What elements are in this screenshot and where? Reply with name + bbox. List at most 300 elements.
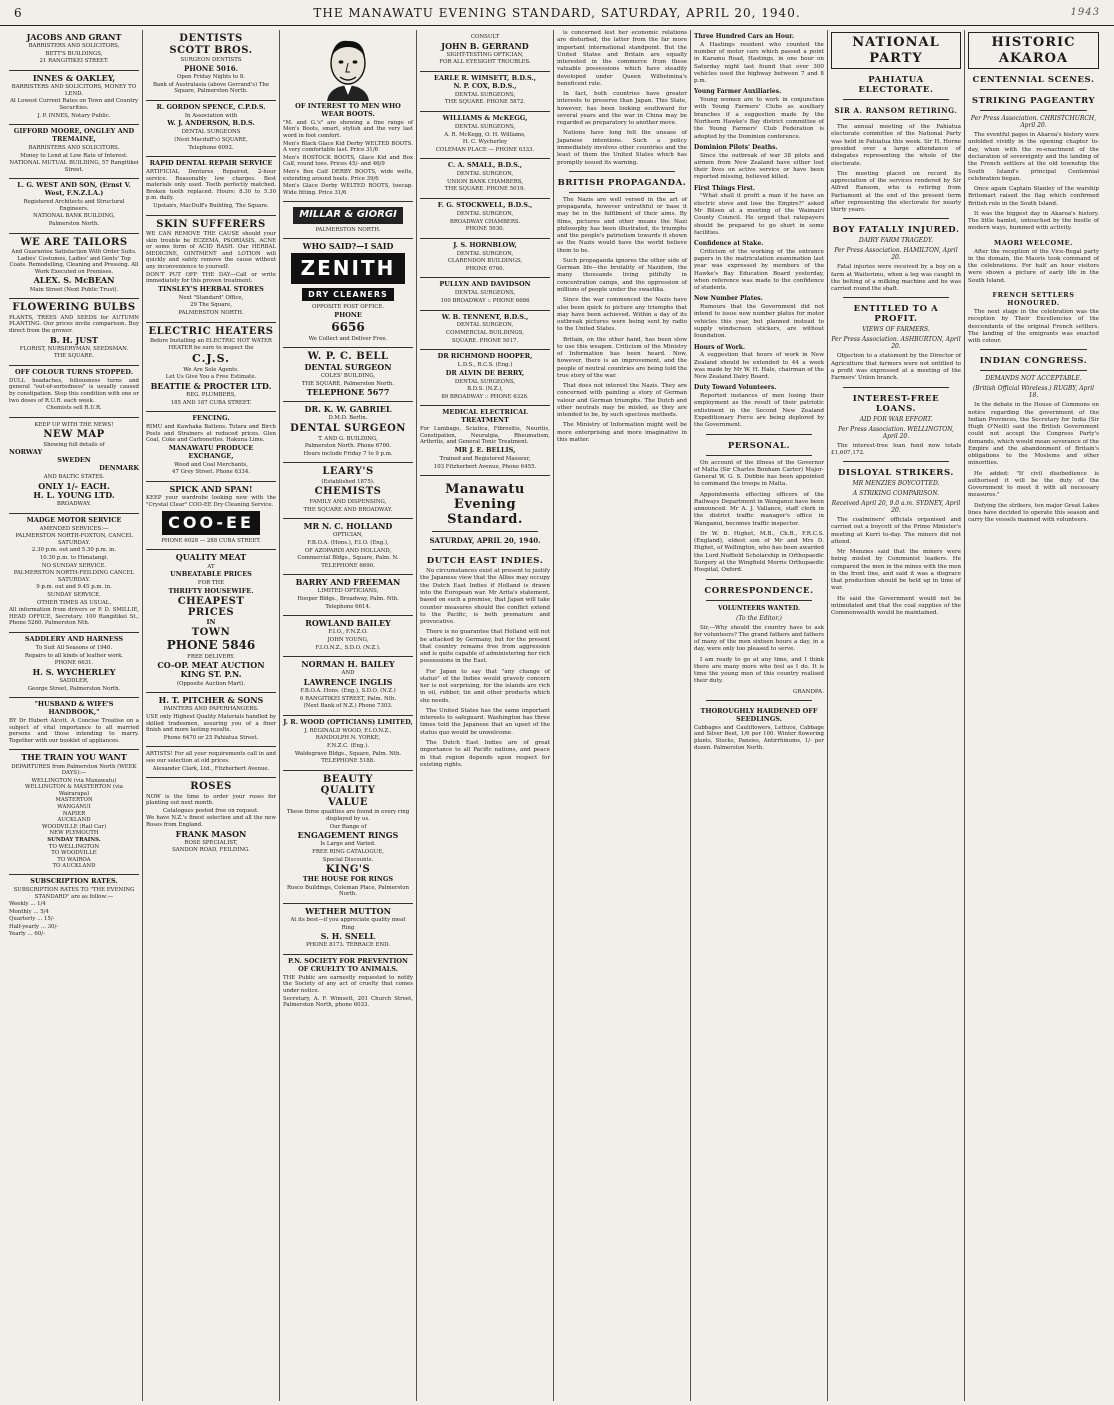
dateline: Per Press Association. ASHBURTON, April 20. — [831, 336, 961, 351]
ad-line: J. REGINALD WOOD, F.I.O.N.Z., — [304, 727, 392, 734]
ad-line: Rosco Buildings, Coleman Place, Palmerston North. — [286, 884, 410, 898]
ad-line: And Guarantee Satisfaction With Order Suits. Ladies' Costumes, Ladies' and Gents' Top Coats. Remodelling, Cleaning and Pressing. All Work Executed on Premises. — [9, 249, 139, 275]
ad-line: FREE DELIVERY. — [187, 653, 235, 660]
ad-line: DENTAL SURGEON — [290, 423, 406, 435]
ad-line: PHONE 6760. — [465, 265, 505, 272]
ad-title: P.N. SOCIETY FOR PREVENTION OF CRUELTY TO ANIMALS. — [288, 956, 408, 973]
ad-line: 6 RANGITIKEI STREET, Palm. Nth. — [299, 695, 397, 702]
ad-roses — [146, 778, 276, 859]
paragraph: The meeting placed on record its appreciation of the services rendered by Sir Alfred Ransom, who is retiring from Parliament at the end of the present term after representing the electorate for nearly thirty years. — [831, 170, 961, 214]
rate-line: Weekly ... 1/4 — [9, 901, 46, 908]
ad-line: 29 The Square, — [190, 302, 232, 309]
ad-line: USE only Highest Quality Materials handled by skilled tradesmen, assuring you of a finer finish and more lasting results. — [146, 714, 276, 734]
ad-title: LEARY'S — [322, 466, 374, 478]
ad-line: SUBSCRIPTION RATES TO "THE EVENING STANDARD" are as follow:— — [13, 886, 135, 900]
propaganda-article — [557, 197, 687, 445]
brief-headline: Dominion Pilots' Deaths. — [694, 143, 778, 151]
ad-brand: C.J.S. — [192, 352, 230, 366]
paragraph: The United States has the same important interests to safeguard. Washington has three times told the Japanese that an upset of the status quo would be unwelcome. — [420, 707, 550, 736]
ad-title: R. GORDON SPENCE, C.P.D.S. — [156, 102, 266, 111]
ad-line: "M. and G.'s" are showing a fine range of Men's Boots, smart, stylish and the very last word in foot comfort. — [283, 119, 413, 140]
column-4 — [417, 30, 554, 1401]
ad-name: BEATTIE & PROCTER LTD. — [150, 380, 272, 391]
ad-off-colour — [9, 366, 139, 418]
ad-line: DENTAL SURGEON — [304, 361, 392, 372]
editorial-continued — [557, 30, 687, 167]
ad-name: H. S. WYCHERLEY — [32, 666, 116, 677]
ad-line: 21 RANGITIKEI STREET. — [39, 58, 109, 65]
ad-line: BY Dr Hubert Alcott. A Concise Treatise on a subject of vital importance to all married persons and those intending to marry. Together with our booklet of appliances. — [9, 717, 139, 744]
article-headline: INTEREST-FREE LOANS. — [852, 393, 940, 414]
paragraph: Nations have long felt the unease of Japanese intentions. Such a policy immediately involves other countries and the least of them the United States which has promptly issued its warning. — [557, 130, 687, 166]
ad-title: BARRY AND FREEMAN — [295, 577, 401, 588]
ad-line: Telephone 6614. — [325, 603, 371, 610]
ad-line: PHONE 6028 — 288 CUBA STREET. — [161, 537, 261, 544]
ad-name: FRANK MASON — [175, 828, 247, 839]
article-headline: ENTITLED TO A PROFIT. — [853, 304, 939, 325]
paragraph: Once again Captain Stanley of the warship Britomart raised the flag which confirmed British rule in the South Island. — [968, 186, 1099, 207]
table-row — [9, 850, 139, 857]
ad-line: PHONE — [334, 311, 362, 320]
table-row — [9, 844, 139, 851]
table-row — [9, 784, 139, 797]
masthead — [0, 0, 1114, 26]
newspaper-nameplate — [420, 482, 550, 566]
ad-line: CONSULT — [470, 34, 500, 40]
paragraph: Young women are to work in conjunction with Young Farmers' Clubs as auxiliary branches if a suggestion made by the Northern Hawke's Bay district committee of the Young Farmers' Club Federation is adopted by the Dominion conference. — [694, 97, 824, 140]
ad-line: Secretary, A. F. Wimsett, 201 Church Street, Palmerston North, phone 6033. — [283, 995, 413, 1009]
boy-injured-article — [831, 264, 961, 293]
brief-headline: Duty Toward Volunteers. — [694, 384, 777, 392]
ad-title: H. T. PITCHER & SONS — [158, 695, 264, 706]
ad-line: OF AZOPARDI AND HOLLAND, — [304, 547, 392, 554]
ad-line: Palmerston North. — [48, 220, 100, 227]
ad-holland — [283, 519, 413, 575]
ad-line: COLES' BUILDING, — [320, 372, 376, 379]
train-destination: WELLINGTON & MASTERTON (via Wairarapa) — [25, 784, 123, 797]
paragraph: The interest-free loan fund now totals £1,607,172. — [831, 442, 961, 456]
ad-line: DON'T PUT OFF THE DAY—Call or write immediately for this proven treatment. — [146, 271, 276, 285]
ad-dental-repair — [146, 157, 276, 215]
ad-innes-oakley — [9, 71, 139, 125]
ad-phone: 6656 — [331, 320, 365, 334]
ad-line: TOWN — [191, 626, 231, 638]
ad-line: Cabbages and Cauliflowers, Lettuce, Cabbage and Silver Beet, 1/6 per 100. Winter flowering plants, Stocks, Pansies, Antirrhinums, 1/- per dozen. Palmerston North. — [694, 724, 824, 751]
ad-title: DENTISTS — [179, 33, 243, 44]
ad-hooper-berry — [420, 350, 550, 406]
ad-line: LIMITED OPTICIANS, — [317, 588, 379, 595]
ad-line: FLORIST, NURSERYMAN, SEEDSMAN. — [19, 345, 129, 352]
ad-line: SADDLER, — [59, 677, 89, 684]
paragraph: He said the Government would not be intimidated and that the coal supplies of the Commonwealth would be maintained. — [831, 595, 961, 617]
ad-name: MR J. E. BELLIS, — [454, 446, 516, 455]
nameplate-line: Evening Standard. — [447, 497, 523, 528]
ad-line: PALMERSTON NORTH. — [178, 309, 244, 316]
ad-line: (Next Macduff's) SQUARE, — [174, 136, 248, 143]
ad-title: NORMAN H. BAILEY — [301, 659, 395, 670]
ad-learys — [283, 463, 413, 519]
ad-title: W. P. C. BELL — [307, 351, 389, 363]
ad-gerrand — [420, 30, 550, 72]
paragraph: The Dutch East Indies are of great importance to all Pacific nations, and peace in that region depends upon respect for existing rights. — [420, 740, 550, 768]
ad-line: Hours include Friday 7 to 9 p.m. — [303, 450, 393, 457]
ad-line: Repairs to all kinds of leather work. — [24, 652, 124, 659]
paragraph: A Hastings resident who counted the number of motor cars which passed a point in Karamu Road, Hastings, in one hour on Saturday night last found that over 300 vehicles used the highway between 7 and 8 p.m. — [694, 41, 824, 85]
ad-stockwell — [420, 199, 550, 239]
train-destination: TO WELLINGTON — [48, 843, 100, 850]
rate-line: Monthly ... 5/4 — [9, 908, 49, 915]
paragraph: For Japan to say that "any change of status" of the Indies would gravely concern her is not surprising, for the islands are rich in oil, rubber, tin and other products which she needs. — [420, 668, 550, 704]
paragraph: There is no guarantee that Holland will not be attacked by Germany, but for the present that country remains free from aggression and is quite capable of administering her rich possessions in the East. — [420, 629, 550, 665]
ad-wether-mutton — [283, 904, 413, 955]
ad-quality-meat — [146, 550, 276, 693]
french-settlers — [968, 309, 1099, 345]
brief-headline: Confidence at Stake. — [694, 240, 764, 248]
ad-line: F.I.O., F.N.Z.O. — [328, 629, 368, 636]
ad-title: DR ALVIN DE BERRY, — [445, 368, 525, 377]
ad-mens-boots — [283, 30, 413, 202]
ad-electric-heaters — [146, 323, 276, 413]
ad-title: N. P. COX, B.D.S., — [453, 81, 517, 90]
indian-congress-article — [968, 402, 1099, 524]
paragraph: Criticism of the working of the entrance papers in the matriculation examination last year was expressed by members of the Hawke's Bay Education Board yesterday, when reference was made to the confidence of students. — [694, 248, 824, 292]
dateline: Per Press Association. CHRISTCHURCH, April 20. — [970, 115, 1097, 130]
article-subhead: MR MENZIES BOYCOTTED. — [852, 480, 940, 488]
train-destination: WELLINGTON (via Manawatu) — [31, 777, 117, 784]
ad-line: THE HOUSE FOR RINGS — [302, 874, 394, 883]
ad-title: F. G. STOCKWELL, B.D.S., — [437, 201, 533, 209]
ad-line: (Opposite Auction Mart). — [176, 680, 246, 687]
ad-line: DEPARTURES from Palmerston North (WEEK DAYS):— — [11, 763, 137, 777]
paragraph: No circumstances exist at present to justify the Japanese view that the Allies may occupy the Dutch East Indies if Holland is drawn into the European war. Mr Arita's statement, based on such a premise, that Japan will take counter measures should the conflict extend to the Pacific, is both premature and provocative. — [420, 568, 550, 626]
paragraph: Sir,—Why should the country have to ask for volunteers? The grand fathers and fathers of many of the men sixteen hours a day, in a day, were only too pleased to serve. — [694, 624, 824, 653]
akaroa-article — [968, 132, 1099, 232]
paragraph: "What shall it profit a man if he have an electric stove and lose the Empire?" asked Mr Bilsen at a meeting of the Waimairi County Council. He urged that ratepayers should be prepared to go short in some facilities. — [694, 193, 824, 236]
ad-skin-sufferers — [146, 216, 276, 323]
ad-line: THE SQUARE, Palmerston North. — [301, 380, 395, 387]
rate-line: Quarterly ... 15/- — [9, 916, 55, 923]
ad-kings-rings — [283, 771, 413, 904]
ad-line: AT — [207, 563, 215, 570]
table-row — [9, 863, 139, 870]
letter-subhead: (To the Editor.) — [736, 614, 782, 622]
paragraph: The Nazis are well versed in the art of propaganda, however untruthful or base it may be in the fulfilment of their aims. By films, pictures and other means the Nazi philosophy has been illustrated, its triumphs and the people's patriotism towards it shown as the Nazis would have the world believe them to be. — [557, 196, 687, 254]
ad-name: SCOTT BROS. — [169, 44, 253, 56]
ad-line: THE Public are earnestly requested to notify the Society of any act of cruelty that comes under notice. — [283, 974, 413, 994]
article-subhead: A STRIKING COMPARISON. — [852, 490, 940, 498]
ad-line: Open Friday Nights to 8. — [177, 74, 245, 81]
editorial-body — [420, 568, 550, 769]
ad-norman-bailey — [283, 657, 413, 716]
column-3 — [280, 30, 417, 1401]
ad-line: 10.30 p.m. to Himatangi. — [39, 555, 109, 562]
ad-line: FAMILY AND DISPENSING, — [309, 498, 387, 505]
section-headline: CORRESPONDENCE. — [704, 585, 814, 596]
train-destination: AUCKLAND — [57, 817, 91, 824]
article-headline: BRITISH PROPAGANDA. — [557, 177, 687, 188]
paragraph: He added: "If civil disobedience is authorised it will be the duty of the Government to meet it with all necessary measures." — [968, 470, 1099, 499]
ad-title: SPICK AND SPAN! — [169, 483, 253, 494]
ad-title: ROSES — [190, 781, 232, 793]
ad-line: Bank of Australasia (above Gerrand's) The Square, Palmerston North. — [152, 81, 270, 95]
dateline: Received April 20, 9.0 a.m. SYDNEY, April 20. — [831, 500, 961, 515]
ad-name: LAWRENCE INGLIS — [303, 677, 393, 687]
paragraph: Objection to a statement by the Director of Agriculture that farmers were not entitled to a profit was expressed at a meeting of the Farmers' Union branch. — [831, 353, 961, 382]
columns — [6, 30, 1108, 1401]
ad-pitcher-sons — [146, 693, 276, 747]
paragraph: Mr Menzies said that the miners were being misled by Communist leaders. He compared the men in the mines with the men in the front line, and said it was a disgrace that production should be held up in time of war. — [831, 549, 961, 592]
paragraph: The annual meeting of the Pahiatua electorate committee of the National Party was held in Pahiatua this week. Sir H. Horne presided over a large attendance of delegates representing the whole of the electorate. — [831, 124, 961, 167]
article-subhead: FRENCH SETTLERS HONOURED. — [992, 290, 1075, 307]
ad-line: ROSE SPECIALIST, — [184, 839, 238, 846]
paragraph: I am ready to go at any time, and I think there are many more who feel as I do. It is time the young men of this country realised their duty. — [694, 656, 824, 685]
ad-gifford-moore — [9, 125, 139, 179]
paragraph: The Ministry of Information might well be more enterprising and more imaginative in this matter. — [557, 422, 687, 444]
ad-bell-dental — [283, 348, 413, 402]
ad-line: Let Us Give You a Free Estimate. — [165, 374, 257, 381]
ad-gabriel-dental — [283, 402, 413, 463]
ad-line: We Collect and Deliver Free. — [308, 335, 388, 342]
ad-line: Chemists sell R.U.R. — [46, 405, 102, 412]
ad-title: WE ARE TAILORS — [20, 236, 128, 248]
ad-line: BARRISTERS AND SOLICITORS. — [28, 144, 120, 151]
page-number: 6 — [14, 5, 23, 20]
ad-title: THOROUGHLY HARDENED OFF SEEDLINGS. — [700, 706, 818, 723]
ad-line: 100 BROADWAY :: PHONE 6686 — [440, 297, 530, 304]
article-subhead: DEMANDS NOT ACCEPTABLE. — [985, 375, 1082, 383]
ad-line: H. C. Wycherley — [462, 139, 508, 146]
ad-name: TINSLEY'S HERBAL STORES — [158, 284, 264, 293]
ad-title: QUALITY MEAT — [175, 552, 247, 563]
ad-title: SUBSCRIPTION RATES. — [30, 877, 118, 885]
paragraph: The coalminers' officials organised and carried out a boycott of the Prime Minister's meeting at Kurri to-day. The miners did not attend. — [831, 517, 961, 545]
ad-line: NORWAY — [9, 448, 43, 457]
article-subhead: STRIKING PAGEANTRY — [971, 96, 1096, 107]
ad-title: THE TRAIN YOU WANT — [21, 752, 127, 763]
ad-price: ONLY 1/- EACH. — [38, 480, 110, 491]
ad-title: FLOWERING BULBS — [12, 302, 136, 314]
ad-title: J. R. WOOD (OPTICIANS) LIMITED, — [283, 717, 413, 726]
ad-line: ARTIFICIAL Dentures Repaired, 2-hour service. Reasonably low charges. Best materials only used. Teeth perfectly matched. Broken tooth replaced. Hours: 8.30 to 5.30 p.m. daily. — [146, 169, 276, 202]
ad-line: Alexander Clark, Ltd., Fitzherbert Avenue. — [152, 765, 270, 772]
ad-line: Men's Box Calf DERBY BOOTS, wide welts, extending around heels. Price 39/6 — [283, 169, 413, 182]
ad-title: NEW MAP — [43, 429, 105, 441]
paragraph: Appointments effecting officers of the Railways Department in Wanganui have been announced. Mr A. J. Vallance, staff clerk in the district traffic manager's office in Wanganui, becomes traffic inspector. — [694, 491, 824, 527]
ad-line: Special Discounts. — [322, 856, 374, 863]
ad-line: KEEP UP WITH THE NEWS! — [34, 421, 114, 428]
nameplate-line: Manawatu — [445, 482, 525, 498]
ad-line: OTHER TIMES AS USUAL. — [36, 599, 112, 606]
handwritten-mark: 1943 — [1070, 7, 1100, 18]
ad-line: CHEMISTS — [314, 486, 382, 498]
ad-seedlings — [694, 705, 824, 756]
zenith-logo: ZENITH — [291, 253, 406, 283]
ad-name: KING'S — [325, 864, 371, 876]
ad-title: MEDICAL ELECTRICAL TREATMENT — [442, 408, 528, 425]
train-destination: MASTERTON — [55, 797, 93, 804]
ad-line: UNION BANK CHAMBERS, — [447, 178, 523, 185]
newspaper-title: THE MANAWATU EVENING STANDARD, SATURDAY, APRIL 20, 1940. — [313, 5, 801, 20]
ad-flowering-bulbs — [9, 299, 139, 366]
letter-to-editor — [694, 625, 824, 696]
train-subhead: SUNDAY TRAINS. — [47, 837, 101, 844]
ad-name: W. J. ANDERSON, B.D.S. — [167, 119, 255, 128]
ad-line: OPPOSITE POST OFFICE. — [311, 304, 384, 311]
ad-title: INNES & OAKLEY, — [32, 72, 116, 83]
ad-phone: TELEPHONE 5677 — [306, 387, 390, 398]
paragraph: is concerned lest her economic relations are disturbed, the latter from the far more important international standpoint. But the United States and Britain are equally interested in the commerce from these valuable possessions which have steadily developed under Queen Wilhelmina's beneficent rule. — [557, 30, 687, 87]
ad-hornblow — [420, 239, 550, 279]
section-headline: PERSONAL. — [727, 440, 791, 451]
ad-line: Our Range of — [329, 823, 367, 830]
ad-line: (Next Bank of N.Z.) Phone 7303. — [303, 703, 393, 710]
paragraph: After the reception of the Vice-Regal party in the domain, the Maoris took command of the celebrations. For half an hour visitors were shown a picture of early life in the South Island. — [968, 248, 1099, 284]
train-destination: TO WOODVILLE — [51, 850, 97, 857]
ad-name: S. H. SNELL — [320, 931, 376, 942]
ad-train-times — [9, 750, 139, 875]
ad-new-map — [9, 418, 139, 514]
ad-line: IN — [206, 617, 216, 626]
ad-line: Waldegrave Bldgs., Square, Palm. Nth. — [294, 750, 402, 757]
ad-line: Men's BOSTOCK BOOTS, Glace Kid and Box Calf, round toes. Prices 45/- and 46/9 — [283, 154, 413, 168]
ad-title: MR N. C. HOLLAND — [303, 521, 393, 532]
ad-line: Telephone 6092. — [188, 144, 234, 151]
editorial-headline: DUTCH EAST INDIES. — [426, 556, 544, 567]
ad-title: BEAUTY — [322, 773, 374, 785]
train-destination: WOODVILLE (Rail Car) — [41, 823, 107, 830]
paragraph: Fatal injuries were received by a boy on a farm at Waiterimu, when a leg was caught in the belting of a milking machine and he was carried round the shaft. — [831, 264, 961, 293]
ad-line: DENTAL SURGEONS, — [454, 123, 516, 130]
ad-line: Hooper Bldgs., Broadway, Palm. Nth. — [297, 596, 399, 603]
ad-small — [420, 159, 550, 199]
paragraph: Britain, on the other hand, has been slow to use this weapon. Criticism of the Ministry of Information has been heard. Now, however, there is an improvement, and the people of neutral countries are being told the true story of the war. — [557, 336, 687, 379]
paragraph: A suggestion that hours of work in New Zealand should be extended to 44 a week was made by Mr W. H. Hale, chairman of the New Zealand Dairy Board. — [694, 352, 824, 381]
ad-west-son — [9, 179, 139, 233]
ad-line: THRIFTY HOUSEWIFE. — [168, 586, 254, 595]
ad-title: J. S. HORNBLOW, — [453, 240, 517, 249]
ad-line: JOHN YOUNG, — [327, 637, 369, 644]
personal-column — [694, 460, 824, 575]
ad-line: NOW is the time to order your roses for planting out next month. — [146, 793, 276, 807]
ad-line: At its best—if you appreciate quality meat — [290, 916, 406, 923]
ad-jacobs-grant — [9, 30, 139, 71]
column-6 — [691, 30, 828, 1401]
table-row — [9, 857, 139, 864]
ad-line: AMENDED SERVICES:— — [39, 525, 109, 532]
ad-line: J. P. INNES, Notary Public. — [37, 112, 111, 119]
ad-line: George Street, Palmerston North. — [27, 685, 121, 692]
ad-title: OFF COLOUR TURNS STOPPED. — [15, 367, 133, 376]
ad-rowland-bailey — [283, 616, 413, 657]
ad-scott-bros — [146, 30, 276, 101]
ad-line: L.D.S., R.C.S. (Eng.) — [457, 362, 513, 369]
ad-line: Registered Architects and Structural Engineers. — [23, 199, 125, 212]
ad-line: DENTAL SURGEON, — [456, 250, 514, 257]
ad-fencing — [146, 412, 276, 482]
ad-line: PRICES — [187, 607, 235, 619]
ad-line: Wood and Coal Merchants, — [174, 461, 248, 468]
ad-line: PHONE 5030. — [465, 226, 505, 233]
profit-article — [831, 353, 961, 382]
ad-line: Catalogues posted free on request. — [163, 807, 259, 814]
ad-line: We Are Sole Agents. — [183, 366, 239, 373]
ad-medical-electrical — [420, 406, 550, 476]
ad-line: DENTAL SURGEON, — [456, 322, 514, 329]
brief-headline: First Things First. — [694, 184, 756, 192]
ad-line: PALMERSTON NORTH. — [315, 226, 381, 233]
ad-line: RIMU and Kawhaka Battens. Totara and Birch Posts and Strainers at reduced prices. Glen Coal, Coke and Carbonettes. Hakuna Lime. — [146, 424, 276, 444]
ad-line: CHEAPEST — [177, 595, 245, 607]
paragraph: Rumours that the Government did not intend to issue new number plates for motor vehicles this year, but planned instead to supply windscreen stickers, are without foundation. — [694, 304, 824, 340]
ad-title: QUALITY — [320, 785, 376, 797]
ad-line: Men's Black Glace Kid Derby WELTED BOOTS. A very comfortable last. Price 31/6 — [283, 140, 413, 154]
ad-name: CO-OP. MEAT AUCTION — [157, 660, 265, 671]
ad-title: W. B. TENNENT, B.D.S., — [441, 312, 529, 321]
ad-line: 2.30 p.m. out and 5.30 p.m. in. — [31, 547, 117, 554]
paragraph: Dr W. B. Highet, M.B., Ch.B., F.R.C.S. (England), eldest son of Mr and Mrs D. Highet, of Wellington, who has been awarded the Lord Nuffield Scholarship in Orthopaedic Surgery at the Wingfield Morris Orthopaedic Hospital, Oxford. — [694, 530, 824, 574]
article-subhead: PAHIATUA ELECTORATE. — [858, 75, 934, 96]
train-destination: NEW PLYMOUTH — [49, 830, 99, 837]
ad-line: TELEPHONE 5188. — [321, 758, 375, 765]
article-subhead: MAORI WELCOME. — [993, 238, 1074, 247]
ad-line: CLARENDON BUILDINGS, — [447, 258, 523, 265]
ad-barry-freeman — [283, 575, 413, 616]
ad-line: AND — [341, 670, 355, 677]
ad-line: Ring — [341, 924, 355, 931]
paragraph: It was the biggest day in Akaroa's history. The little hamlet, untouched by the bustle of modern ways, hummed with activity. — [968, 210, 1099, 232]
ad-line: THE SQUARE AND BROADWAY. — [303, 506, 393, 513]
ad-line: DENTAL SURGEONS, — [454, 290, 516, 297]
ad-line: COLEMAN PLACE — PHONE 6333. — [435, 146, 535, 153]
ad-title: PULLYN AND DAVIDSON — [439, 280, 531, 289]
column-8 — [965, 30, 1102, 1401]
ad-line: ARTISTS! For all your requirements call in and see our selection at old prices. — [146, 751, 276, 765]
ad-spca — [283, 955, 413, 1014]
maori-welcome — [968, 249, 1099, 285]
ad-gordon-spence — [146, 101, 276, 157]
ad-line: SIGHT-TESTING OPTICIAN, — [446, 51, 524, 58]
ad-line: T. AND G. BUILDING, — [318, 435, 378, 442]
ad-title: WHO SAID?—I SAID — [302, 241, 394, 252]
ad-line: FOR THE — [197, 580, 225, 587]
paragraph: In the debate in the House of Commons on notice regarding the government of the Indian Provinces, the Secretary for India (Sir Hugh O'Neill) said the British Government could not accept the Congress Party's demands, which would mean severance of the Empire and the abandonment of Britain's obligations to the Moslems and other minorities. — [968, 402, 1099, 467]
ad-line: PHONE 8173. TERRACE END. — [305, 942, 391, 949]
paragraph: In fact, both countries have greater interests to preserve than Japan. This State, however, has been looking southward for several years and the war in China may be regarded as preparatory to another move. — [557, 91, 687, 127]
ad-line: PALMERSTON NORTH-FEILDING CANCEL SATURDAY. — [13, 570, 135, 583]
dry-cleaners-banner: DRY CLEANERS — [302, 288, 394, 302]
ad-title: WILLIAMS & McKEGG, — [442, 114, 528, 122]
ad-line: THE SQUARE. PHONE 5872. — [444, 99, 526, 106]
article-subhead: CENTENNIAL SCENES. — [972, 75, 1095, 86]
ad-artists — [146, 747, 276, 778]
table-row — [9, 804, 139, 811]
ad-line: At Lowest Current Rates on Town and Country Securities. — [9, 98, 139, 111]
ad-line: BROADWAY CHAMBERS. — [449, 218, 521, 225]
paragraph: Such propaganda ignores the other side of German life—the brutality of Nazidom, the many thousands living pitifully in concentration camps, and the oppression of millions of people under the swastika. — [557, 257, 687, 293]
ad-line: Phone 6470 or 25 Pahiatua Street. — [163, 734, 259, 741]
rate-line: Yearly ... 60/- — [9, 931, 45, 938]
ad-line: REG. PLUMBERS, — [186, 392, 236, 399]
table-row — [9, 830, 139, 837]
brief-headline: Hours of Work. — [694, 343, 745, 351]
ad-phone: PHONE 5846 — [166, 638, 256, 653]
rate-line: Half-yearly ... 30/- — [9, 923, 59, 930]
ad-line: FOR ALL EYESIGHT TROUBLES. — [439, 59, 531, 66]
column-5 — [554, 30, 691, 1401]
train-destination: WANGANUI — [57, 804, 91, 811]
ad-line: DENTAL SURGEONS — [181, 129, 241, 136]
ad-line: Money to Lend at Low Rate of Interest. — [20, 152, 128, 159]
